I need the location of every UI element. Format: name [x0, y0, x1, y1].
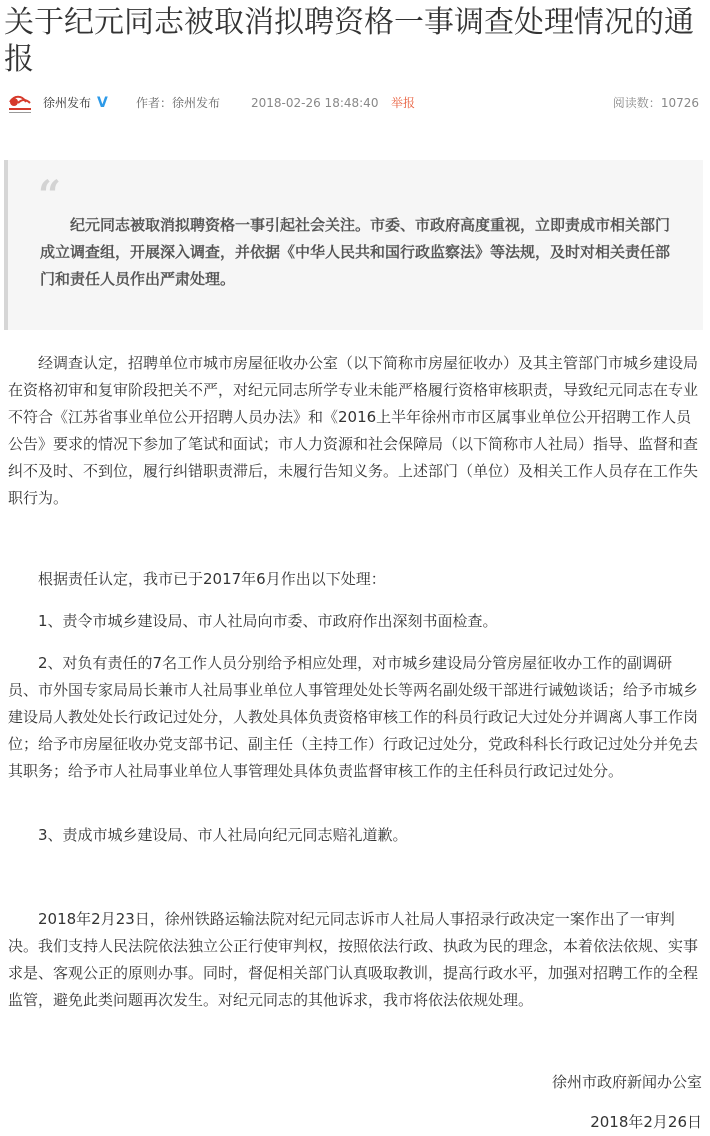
read-count — [613, 92, 699, 114]
read-count-label: 阅读数： — [612, 96, 661, 110]
summary-quote-box — [4, 160, 703, 330]
article-title: 关于纪元同志被取消拟聘资格一事调查处理情况的通报 — [4, 5, 694, 77]
author-label: 作者： — [136, 96, 173, 110]
verified-icon: V — [97, 95, 108, 111]
publish-datetime: 2018-02-26 18:48:40 — [251, 96, 379, 110]
source-name[interactable]: 徐州发布 — [43, 96, 92, 110]
paragraph-item-1: 1、责令市城乡建设局、市人社局向市委、市政府作出深刻书面检查。 — [38, 612, 498, 630]
author-info — [136, 92, 220, 114]
xuzhou-fabu-logo-icon[interactable] — [6, 93, 34, 115]
paragraph-item-2: 2、对负有责任的7名工作人员分别给予相应处理，对市城乡建设局分管房屋征收办工作的副调研员、市外国专家局局长兼市人社局事业单位人事管理处处长等两名副处级干部进行诫勉谈话；给予市城乡建设局人教处处长行政记过处分，人教处具体负责资格审核工作的科员行政记大过处分并调离人事工作岗位；给予市房屋征收办党支部书记、副主任（主持工作）行政记过处分，党政科科长行政记过处分并免去其职务；给予市人社局事业单位人事管理处具体负责监督审核工作的主任科员行政记过处分。 — [8, 654, 699, 780]
signature-office: 徐州市政府新闻办公室 — [551, 1073, 702, 1091]
report-link[interactable]: 举报 — [391, 96, 416, 110]
article-meta — [6, 92, 706, 116]
paragraph-investigation: 经调查认定，招聘单位市城市房屋征收办公室（以下简称市房屋征收办）及其主管部门市城乡建设局在资格初审和复审阶段把关不严，对纪元同志所学专业未能严格履行资格审核职责，导致纪元同志在专业不符合《江苏省事业单位公开招聘人员办法》和《2016上半年徐州市市区属事业单位公开招聘工作人员公告》要求的情况下参加了笔试和面试；市人力资源和社会保障局（以下简称市人社局）指导、监督和查纠不及时、不到位，履行纠错职责滞后，未履行告知义务。上述部门（单位）及相关工作人员存在工作失职行为。 — [8, 354, 699, 507]
read-count-value: 10726 — [660, 96, 699, 110]
paragraph-court-judgment: 2018年2月23日，徐州铁路运输法院对纪元同志诉市人社局人事招录行政决定一案作出了一审判决。我们支持人民法院依法独立公正行使审判权，按照依法行政、执政为民的理念，本着依法依规、实事求是、客观公正的原则办事。同时，督促相关部门认真吸取教训，提高行政水平，加强对招聘工作的全程监管，避免此类问题再次发生。对纪元同志的其他诉求，我市将依法依规处理。 — [8, 910, 699, 1009]
paragraph-responsibility: 根据责任认定，我市已于2017年6月作出以下处理： — [38, 570, 386, 588]
author-name[interactable]: 徐州发布 — [172, 96, 221, 110]
signature-date: 2018年2月26日 — [590, 1113, 702, 1131]
summary-quote-text: 纪元同志被取消拟聘资格一事引起社会关注。市委、市政府高度重视，立即责成市相关部门成立调查组，开展深入调查，并依据《中华人民共和国行政监察法》等法规，及时对相关责任部门和责任人员作出严肃处理。 — [40, 216, 671, 288]
paragraph-item-3: 3、责成市城乡建设局、市人社局向纪元同志赔礼道歉。 — [38, 826, 408, 844]
quote-mark-icon: “ — [38, 172, 62, 219]
